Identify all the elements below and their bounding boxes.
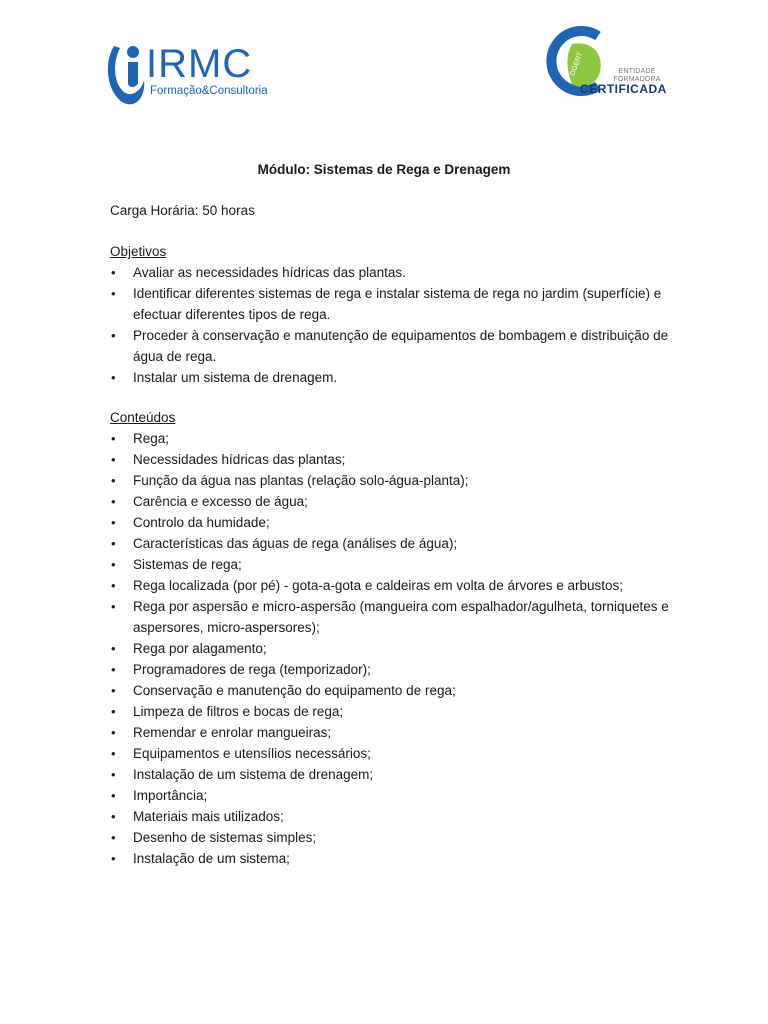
list-item [110, 325, 670, 367]
bullet-icon: • [111, 809, 116, 824]
conteudos-list [110, 428, 670, 869]
document-title: Módulo: Sistemas de Rega e Drenagem [257, 162, 511, 177]
list-item-text: Controlo da humidade; [133, 515, 270, 530]
list-item-text: Instalação de um sistema; [133, 851, 290, 866]
bullet-icon: • [111, 473, 116, 488]
bullet-icon: • [111, 662, 116, 677]
list-item-text: Função da água nas plantas (relação solo-água-planta); [133, 473, 469, 488]
list-item-text: Instalação de um sistema de drenagem; [133, 767, 374, 782]
bullet-icon: • [111, 557, 116, 572]
dgert-certification-logo [540, 24, 667, 100]
bullet-icon: • [111, 578, 116, 593]
list-item-text: Avaliar as necessidades hídricas das plantas. [133, 265, 406, 280]
dgert-logo-small-text: ENTIDADE FORMADORA [613, 68, 661, 83]
list-item-text: Características das águas de rega (análises de água); [133, 536, 458, 551]
bullet-icon: • [111, 725, 116, 740]
list-item-text: Importância; [133, 788, 208, 803]
list-item [110, 596, 670, 638]
list-item [110, 575, 670, 596]
list-item-text: Equipamentos e utensílios necessários; [133, 746, 371, 761]
list-item [110, 262, 670, 283]
bullet-icon: • [111, 767, 116, 782]
bullet-icon: • [111, 494, 116, 509]
list-item-text: Programadores de rega (temporizador); [133, 662, 371, 677]
list-item [110, 512, 670, 533]
irmc-logo-subtitle: Formação&Consultoria [150, 85, 268, 97]
bullet-icon: • [111, 599, 116, 614]
list-item-text: Desenho de sistemas simples; [133, 830, 317, 845]
irmc-logo [106, 40, 278, 106]
list-item-text: Identificar diferentes sistemas de rega e instalar sistema de rega no jardim (superfície) e efectuar diferentes tipos de rega. [133, 286, 662, 322]
list-item-text: Carência e excesso de água; [133, 494, 308, 509]
list-item-text: Instalar um sistema de drenagem. [133, 370, 338, 385]
bullet-icon: • [111, 370, 116, 385]
list-item [110, 743, 670, 764]
bullet-icon: • [111, 452, 116, 467]
list-item [110, 764, 670, 785]
list-item [110, 785, 670, 806]
bullet-icon: • [111, 328, 116, 343]
carga-horaria: Carga Horária: 50 horas [110, 203, 255, 218]
dgert-logo-certificada: CERTIFICADA [580, 82, 667, 96]
list-item-text: Materiais mais utilizados; [133, 809, 284, 824]
bullet-icon: • [111, 286, 116, 301]
bullet-icon: • [111, 265, 116, 280]
objetivos-heading: Objetivos [110, 244, 167, 259]
bullet-icon: • [111, 641, 116, 656]
list-item [110, 680, 670, 701]
bullet-icon: • [111, 788, 116, 803]
bullet-icon: • [111, 515, 116, 530]
list-item [110, 428, 670, 449]
list-item-text: Rega por alagamento; [133, 641, 267, 656]
list-item [110, 283, 670, 325]
bullet-icon: • [111, 830, 116, 845]
objetivos-section [110, 242, 670, 388]
list-item [110, 638, 670, 659]
svg-text:DGERT: DGERT [569, 51, 585, 77]
list-item [110, 848, 670, 869]
list-item-text: Limpeza de filtros e bocas de rega; [133, 704, 344, 719]
list-item-text: Conservação e manutenção do equipamento de rega; [133, 683, 456, 698]
list-item-text: Sistemas de rega; [133, 557, 242, 572]
list-item [110, 827, 670, 848]
list-item [110, 367, 670, 388]
list-item [110, 470, 670, 491]
list-item-text: Rega localizada (por pé) - gota-a-gota e caldeiras em volta de árvores e arbustos; [133, 578, 624, 593]
list-item [110, 701, 670, 722]
conteudos-section [110, 408, 670, 869]
irmc-logo-mark-icon [106, 40, 148, 106]
list-item-text: Proceder à conservação e manutenção de equipamentos de bombagem e distribuição de água de rega. [133, 328, 669, 364]
list-item [110, 806, 670, 827]
objetivos-list [110, 262, 670, 388]
list-item-text: Necessidades hídricas das plantas; [133, 452, 346, 467]
bullet-icon: • [111, 746, 116, 761]
bullet-icon: • [111, 431, 116, 446]
list-item [110, 491, 670, 512]
list-item-text: Rega; [133, 431, 170, 446]
list-item [110, 554, 670, 575]
list-item [110, 533, 670, 554]
bullet-icon: • [111, 536, 116, 551]
list-item-text: Remendar e enrolar mangueiras; [133, 725, 332, 740]
list-item [110, 449, 670, 470]
bullet-icon: • [111, 683, 116, 698]
irmc-logo-name: IRMC [146, 42, 253, 86]
bullet-icon: • [111, 851, 116, 866]
list-item [110, 659, 670, 680]
conteudos-heading: Conteúdos [110, 410, 176, 425]
list-item [110, 722, 670, 743]
list-item-text: Rega por aspersão e micro-aspersão (mangueira com espalhador/agulheta, torniquetes e aspersores, micro-aspersores); [133, 599, 669, 635]
bullet-icon: • [111, 704, 116, 719]
